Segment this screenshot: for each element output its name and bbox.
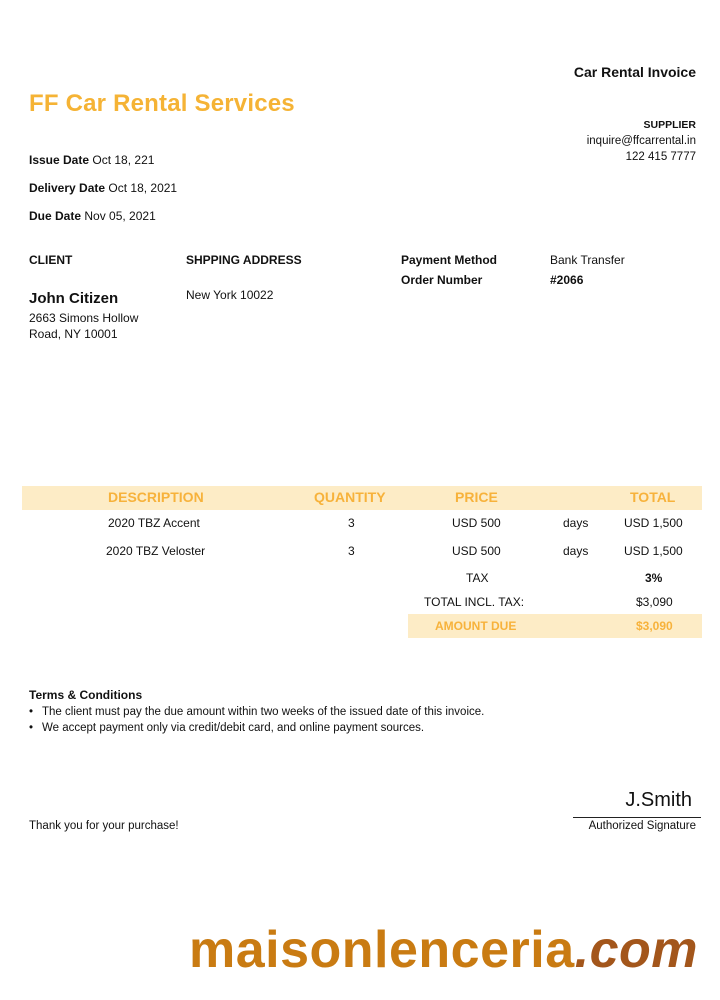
client-address: 2663 Simons Hollow Road, NY 10001 [29, 311, 139, 341]
col-price: PRICE [455, 489, 498, 505]
signature-line [573, 817, 701, 818]
payment-method-value: Bank Transfer [550, 253, 625, 267]
signature-label: Authorized Signature [588, 820, 696, 832]
delivery-date-row [29, 180, 177, 208]
order-number-label: Order Number [401, 273, 483, 287]
watermark [189, 920, 698, 980]
row-total: USD 1,500 [624, 544, 683, 558]
tax-value: 3% [645, 571, 663, 585]
due-date-row [29, 208, 177, 236]
col-total: TOTAL [630, 489, 676, 505]
signature: J.Smith [625, 789, 692, 811]
row-unit: days [563, 516, 589, 530]
list-item [29, 704, 484, 720]
shipping-address: New York 10022 [186, 288, 274, 302]
col-description: DESCRIPTION [108, 489, 204, 505]
shipping-heading: SHPPING ADDRESS [186, 253, 302, 267]
bullet-icon: • [29, 722, 34, 734]
client-heading: CLIENT [29, 253, 73, 267]
terms-list [29, 704, 484, 736]
row-description: 2020 TBZ Veloster [106, 544, 206, 558]
bullet-icon: • [29, 706, 34, 718]
delivery-date-label: Delivery Date [29, 181, 106, 195]
total-incl-tax-value: $3,090 [636, 595, 673, 609]
row-quantity: 3 [348, 544, 355, 558]
delivery-date-value: Oct 18, 2021 [108, 181, 178, 195]
issue-date-label: Issue Date [29, 153, 90, 167]
payment-method-label: Payment Method [401, 253, 498, 267]
supplier-block [587, 117, 696, 165]
row-quantity: 3 [348, 516, 355, 530]
document-title: Car Rental Invoice [573, 64, 696, 80]
row-unit: days [563, 544, 589, 558]
client-name: John Citizen [29, 290, 119, 307]
supplier-phone: 122 415 7777 [625, 151, 696, 163]
dates-block [29, 152, 177, 236]
issue-date-row [29, 152, 177, 180]
tax-label: TAX [466, 571, 489, 585]
list-item [29, 720, 484, 736]
issue-date-value: Oct 18, 221 [92, 153, 155, 167]
due-date-label: Due Date [29, 209, 82, 223]
row-description: 2020 TBZ Accent [108, 516, 200, 530]
col-quantity: QUANTITY [314, 489, 386, 505]
row-total: USD 1,500 [624, 516, 683, 530]
row-price: USD 500 [452, 544, 501, 558]
amount-due-label: AMOUNT DUE [435, 619, 517, 633]
total-incl-tax-label: TOTAL INCL. TAX: [424, 595, 525, 609]
row-price: USD 500 [452, 516, 501, 530]
company-name: FF Car Rental Services [29, 90, 295, 117]
terms-item-text: We accept payment only via credit/debit card, and online payment sources. [42, 722, 425, 734]
thank-you-note: Thank you for your purchase! [29, 820, 179, 832]
terms-item-text: The client must pay the due amount within two weeks of the issued date of this invoice. [42, 706, 485, 718]
watermark-name: maisonlenceria [189, 921, 575, 979]
due-date-value: Nov 05, 2021 [84, 209, 156, 223]
order-number-value: #2066 [550, 273, 584, 287]
amount-due-value: $3,090 [636, 619, 673, 633]
watermark-tld: .com [574, 921, 698, 979]
terms-heading: Terms & Conditions [29, 688, 143, 702]
supplier-label: SUPPLIER [643, 119, 696, 131]
supplier-email: inquire@ffcarrental.in [586, 135, 696, 147]
